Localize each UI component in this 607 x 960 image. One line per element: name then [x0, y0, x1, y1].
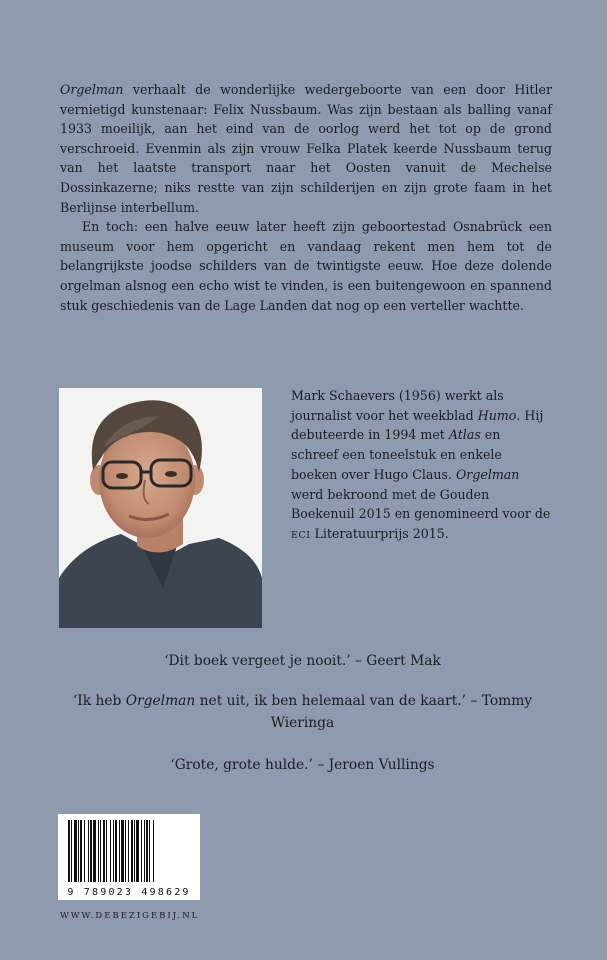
back-cover-blurb [60, 80, 552, 315]
author-portrait-image [59, 388, 262, 628]
publisher-website: WWW.DEBEZIGEBIJ.NL [60, 911, 200, 921]
blurb-paragraph-1: Orgelman verhaalt de wonderlijke wedergeboorte van een door Hitler vernietigd kunstenaar: Felix Nussbaum. Was zijn bestaan als balling vanaf 1933 moeilijk, aan het eind van de oorlog werd het tot op de grond verschroeid. Evenmin als zijn vrouw Felka Platek keerde Nussbaum terug van het laatste transport naar het Oosten vanuit de Mechelse Dossinkazerne; niks restte van zijn schilderijen en zijn grote faam in het Berlijnse interbellum. [60, 82, 552, 215]
review-quotes [60, 650, 545, 794]
author-photo [59, 388, 262, 628]
author-bio: Mark Schaevers (1956) werkt als journalist voor het weekblad Humo. Hij debuteerde in 1994 met Atlas en schreef een toneelstuk en enkele boeken over Hugo Claus. Orgelman werd bekroond met de Gouden Boekenuil 2015 en genomineerd voor de ECI Literatuurprijs 2015. [291, 388, 551, 541]
isbn-digits: 9 789023 498629 [67, 887, 191, 898]
quote-tommy-wieringa: ‘Ik heb Orgelman net uit, ik ben helemaal van de kaart.’ – Tommy Wieringa [72, 693, 533, 731]
quote-geert-mak: ‘Dit boek vergeet je nooit.’ – Geert Mak [164, 653, 441, 669]
blurb-paragraph-2: En toch: een halve eeuw later heeft zijn geboortestad Osnabrück een museum voor hem opgericht en vandaag rekent men hem tot de belangrijkste joodse schilders van de twintigste eeuw. Hoe deze dolende orgelman alsnog een echo wist te vinden, is een buitengewoon en spannend stuk geschiedenis van de Lage Landen dat nog op een verteller wachtte. [60, 219, 552, 313]
isbn-barcode [58, 814, 200, 900]
quote-jeroen-vullings: ‘Grote, grote hulde.’ – Jeroen Vullings [170, 757, 435, 773]
book-title: Orgelman [60, 82, 124, 97]
barcode-bars [58, 814, 200, 886]
